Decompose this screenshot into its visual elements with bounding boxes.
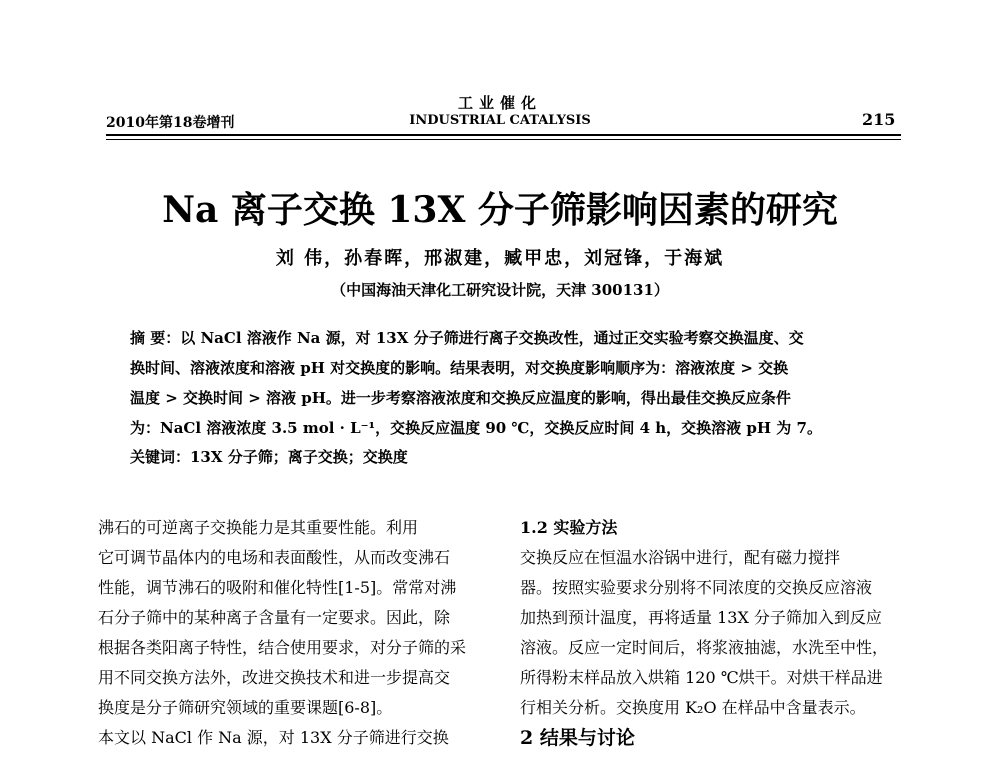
journal-header: [300, 95, 700, 129]
abstract-line: 换时间、溶液浓度和溶液 pH 对交换度的影响。结果表明，对交换度影响顺序为：溶液浓度 > 交换: [130, 359, 789, 377]
body-line: 本文以 NaCl 作 Na 源，对 13X 分子筛进行交换: [98, 728, 449, 747]
body-line: 性能，调节沸石的吸附和催化特性[1-5]。常常对沸: [98, 578, 457, 597]
header-rule-thick: [106, 134, 901, 136]
abstract-line: 温度 > 交换时间 > 溶液 pH。进一步考察溶液浓度和交换反应温度的影响，得出最佳交换反应条件: [130, 389, 791, 407]
abstract-line: 摘 要：以 NaCl 溶液作 Na 源，对 13X 分子筛进行离子交换改性，通过正交实验考察交换温度、交: [130, 329, 804, 347]
body-line: 交换反应在恒温水浴锅中进行，配有磁力搅拌: [520, 548, 841, 567]
header-rule-thin: [106, 139, 901, 140]
issue-label: 2010年第18卷增刊: [106, 115, 235, 131]
page-number: 215: [862, 110, 896, 129]
body-line: 所得粉末样品放入烘箱 120 ℃烘干。对烘干样品进: [520, 668, 883, 687]
article-title: Na 离子交换 13X 分子筛影响因素的研究: [162, 189, 838, 231]
section-heading-2: 2 结果与讨论: [520, 727, 635, 749]
body-line: 行相关分析。交换度用 K₂O 在样品中含量表示。: [520, 698, 866, 717]
article-authors: 刘 伟，孙春晖，邢淑建，臧甲忠，刘冠锋，于海斌: [275, 248, 725, 269]
body-line: 它可调节晶体内的电场和表面酸性，从而改变沸石: [98, 548, 451, 567]
body-line: 加热到预计温度，再将适量 13X 分子筛加入到反应: [520, 608, 882, 627]
journal-name-cn: 工业催化: [457, 94, 542, 112]
section-heading-1-2: 1.2 实验方法: [520, 518, 618, 537]
body-line: 根据各类阳离子特性，结合使用要求，对分子筛的采: [98, 638, 467, 657]
left-column: [98, 513, 488, 753]
abstract-line: 为：NaCl 溶液浓度 3.5 mol · L⁻¹，交换反应温度 90 ℃，交换反应时间 4 h，交换溶液 pH 为 7。: [130, 419, 822, 437]
body-line: 沸石的可逆离子交换能力是其重要性能。利用: [98, 518, 419, 537]
journal-name-en: INDUSTRIAL CATALYSIS: [409, 113, 591, 128]
article-affiliation: （中国海油天津化工研究设计院，天津 300131）: [331, 281, 669, 299]
body-line: 换度是分子筛研究领域的重要课题[6-8]。: [98, 698, 393, 717]
body-line: 器。按照实验要求分别将不同浓度的交换反应溶液: [520, 578, 873, 597]
abstract: [130, 323, 890, 443]
keywords: 关键词：13X 分子筛；离子交换；交换度: [130, 448, 408, 466]
body-line: 溶液。反应一定时间后，将浆液抽滤，水洗至中性，: [520, 638, 889, 657]
body-line: 石分子筛中的某种离子含量有一定要求。因此，除: [98, 608, 451, 627]
right-column: [520, 513, 910, 753]
body-line: 用不同交换方法外，改进交换技术和进一步提高交: [98, 668, 451, 687]
